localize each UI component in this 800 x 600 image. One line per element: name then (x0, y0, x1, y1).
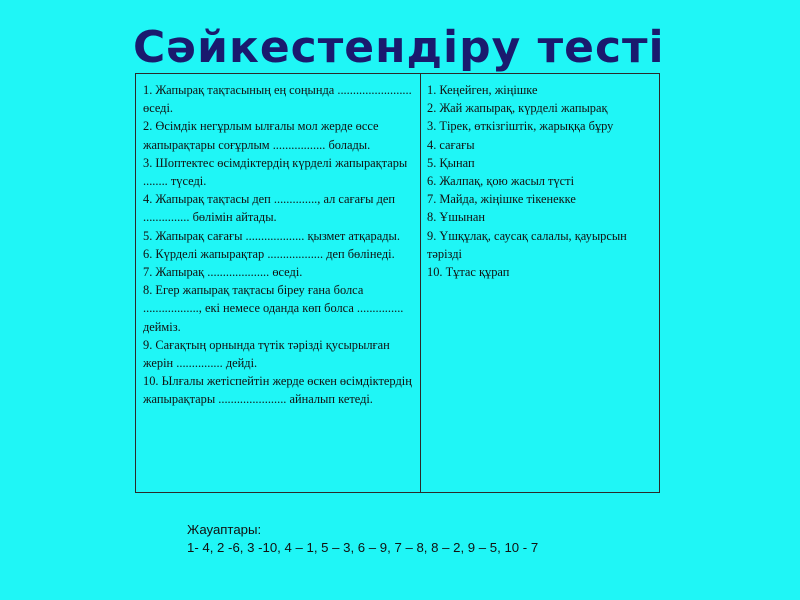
question-item-7: 7. Жапырақ .................... өседі. (143, 265, 303, 280)
question-item-8: 8. Егер жапырақ тақтасы біреу ғана болса .................., екі немесе оданда көп болса ............... дейміз. (143, 283, 404, 334)
option-item-1: 1. Кеңейген, жіңішке (427, 83, 538, 97)
answers-block (187, 521, 538, 557)
option-item-6: 6. Жалпақ, қою жасыл түсті (427, 174, 575, 189)
answers-label: Жауаптары: (187, 522, 262, 537)
question-item-10: 10. Ылғалы жетіспейтін жерде өскен өсімдіктердің жапырақтары ...................... айналып кетеді. (143, 374, 412, 407)
option-item-3: 3. Тірек, өткізгіштік, жарыққа бұру (427, 119, 614, 134)
page-title: Сәйкестендіру тесті (133, 22, 665, 73)
question-item-9: 9. Сағақтың орнында түтік тәрізді қусырылған жерін ............... дейді. (143, 337, 390, 371)
option-item-2: 2. Жай жапырақ, күрделі жапырақ (427, 101, 608, 116)
option-item-8: 8. Ұшынан (427, 210, 485, 225)
option-item-4: 4. сағағы (427, 137, 475, 152)
question-item-6: 6. Күрделі жапырақтар .................. деп бөлінеді. (143, 246, 395, 261)
question-item-4: 4. Жапырақ тақтасы деп .............., ал сағағы деп ............... бөлімін айтады. (143, 192, 396, 225)
question-item-2: 2. Өсімдік негұрлым ылғалы мол жерде өссе жапырақтары соғұрлым ................. болады. (143, 119, 379, 152)
question-item-5: 5. Жапырақ сағағы ................... қызмет атқарады. (143, 228, 400, 243)
option-item-10: 10. Тұтас құрап (427, 265, 510, 280)
option-item-7: 7. Майда, жіңішке тікенекке (427, 192, 576, 207)
matching-table (135, 73, 660, 493)
options-column (421, 74, 659, 492)
question-item-3: 3. Шоптектес өсімдіктердің күрделі жапырақтары ........ түседі. (143, 155, 408, 189)
questions-column (136, 74, 421, 492)
option-item-5: 5. Қынап (427, 155, 475, 170)
option-item-9: 9. Үшқұлақ, саусақ салалы, қауырсын тәрізді (427, 228, 627, 261)
answers-text: 1- 4, 2 -6, 3 -10, 4 – 1, 5 – 3, 6 – 9, 7 – 8, 8 – 2, 9 – 5, 10 - 7 (187, 540, 539, 555)
question-item-1: 1. Жапырақ тақтасының ең соңында ........................ өседі. (143, 83, 412, 116)
